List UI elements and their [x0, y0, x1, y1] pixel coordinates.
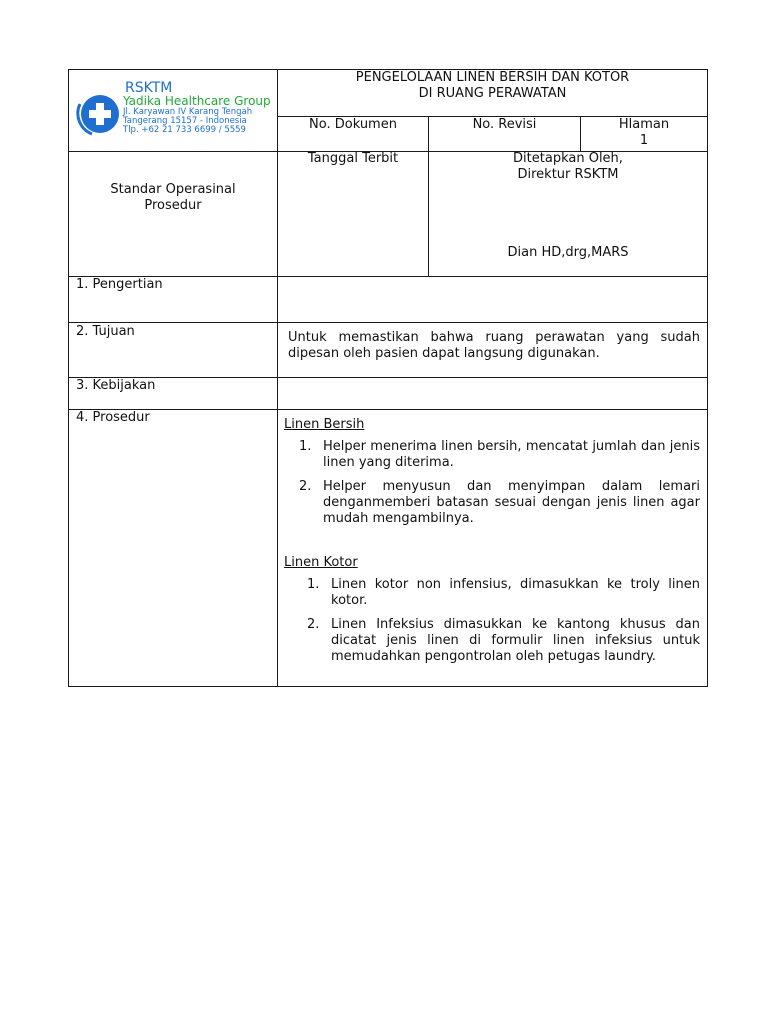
list-item-number: 1. — [307, 577, 320, 592]
linen-bersih-steps — [299, 439, 700, 535]
section-pengertian-label: 1. Pengertian — [76, 277, 163, 292]
list-item-number: 1. — [299, 439, 312, 454]
table-border-left — [68, 69, 69, 687]
section-tujuan-label: 2. Tujuan — [76, 324, 135, 339]
linen-kotor-steps — [307, 577, 700, 673]
hospital-logo — [72, 76, 276, 148]
table-rule — [68, 377, 708, 378]
sop-label-line1: Standar Operasinal — [110, 182, 236, 197]
list-item — [299, 439, 700, 471]
page-number: 1 — [639, 133, 649, 148]
list-item — [299, 479, 700, 527]
document-title-line2: DI RUANG PERAWATAN — [418, 86, 567, 101]
section-kebijakan-label: 3. Kebijakan — [76, 378, 156, 393]
doc-number-label: No. Dokumen — [309, 117, 397, 132]
logo-group: Yadika Healthcare Group — [123, 94, 271, 108]
logo-name: RSKTM — [125, 80, 173, 96]
medical-cross-icon — [74, 90, 122, 138]
table-rule — [68, 276, 708, 277]
list-item-number: 2. — [299, 479, 312, 494]
linen-kotor-heading: Linen Kotor — [284, 555, 358, 570]
list-item-text: Helper menyusun dan menyimpan dalam lemari denganmemberi batasan sesuai dengan jenis linen agar mudah mengambilnya. — [323, 479, 700, 526]
section-prosedur-label: 4. Prosedur — [76, 410, 150, 425]
list-item-text: Linen kotor non infensius, dimasukkan ke troly linen kotor. — [331, 577, 700, 608]
revision-label: No. Revisi — [472, 117, 537, 132]
linen-bersih-heading: Linen Bersih — [284, 417, 365, 432]
logo-phone: Tlp. +62 21 733 6699 / 5559 — [123, 125, 246, 135]
signatory-name: Dian HD,drg,MARS — [507, 245, 629, 260]
approved-by-line1: Ditetapkan Oleh, — [513, 151, 623, 166]
list-item-number: 2. — [307, 617, 320, 632]
table-border-right — [707, 69, 708, 687]
list-item — [307, 617, 700, 665]
tujuan-content: Untuk memastikan bahwa ruang perawatan yang sudah dipesan oleh pasien dapat langsung digunakan. — [288, 330, 700, 361]
list-item-text: Helper menerima linen bersih, mencatat jumlah dan jenis linen yang diterima. — [323, 439, 700, 470]
document-title-line1: PENGELOLAAN LINEN BERSIH DAN KOTOR — [355, 70, 630, 85]
list-item — [307, 577, 700, 609]
table-border-bottom — [68, 686, 708, 687]
logo-address-line2: Tangerang 15157 - Indonesia — [123, 116, 247, 126]
list-item-text: Linen Infeksius dimasukkan ke kantong khusus dan dicatat jenis linen di formulir linen infeksius untuk memudahkan pengontrolan oleh petugas laundry. — [331, 617, 700, 664]
sop-label-line2: Prosedur — [144, 198, 202, 213]
page-label: Hlaman — [618, 117, 670, 132]
logo-address-line1: Jl. Karyawan IV Karang Tengah — [123, 107, 253, 117]
issue-date-label: Tanggal Terbit — [307, 151, 399, 166]
table-rule — [68, 409, 708, 410]
table-rule — [68, 322, 708, 323]
approved-by-line2: Direktur RSKTM — [517, 167, 619, 182]
